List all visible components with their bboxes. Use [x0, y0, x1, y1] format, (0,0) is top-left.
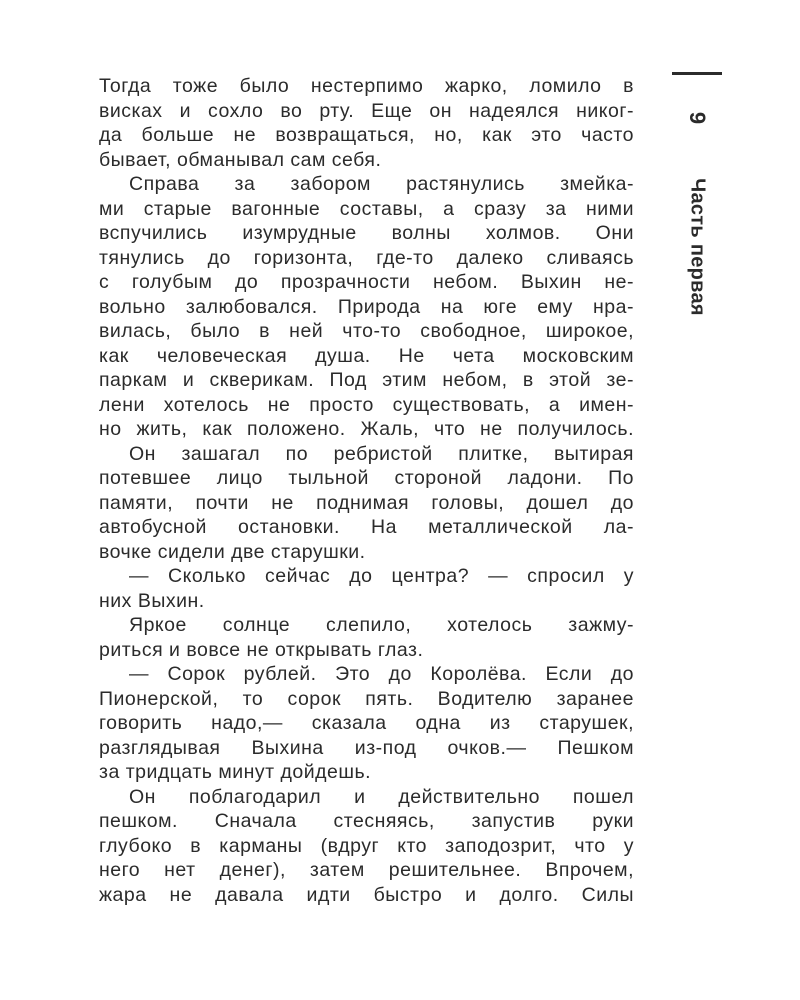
text-line: вольно залюбовался. Природа на юге ему нра-	[99, 295, 634, 318]
text-line: риться и вовсе не открывать глаз.	[99, 638, 424, 661]
text-line: Он поблагодарил и действительно пошел	[129, 785, 634, 808]
text-line: лени хотелось не просто существовать, а имен-	[99, 393, 634, 416]
text-line: за тридцать минут дойдешь.	[99, 761, 372, 783]
text-line: паркам и скверикам. Под этим небом, в этой зе-	[99, 369, 634, 391]
text-line: ми старые вагонные составы, а сразу за ними	[99, 197, 634, 220]
text-line: Тогда тоже было нестерпимо жарко, ломило в	[99, 75, 634, 97]
text-line: них Выхин.	[99, 589, 205, 612]
text-line: жара не давала идти быстро и долго. Силы	[99, 883, 634, 906]
text-line: с голубым до прозрачности небом. Выхин не-	[99, 271, 634, 293]
text-line: висках и сохло во рту. Еще он надеялся никог-	[99, 99, 634, 122]
text-line: — Сорок рублей. Это до Королёва. Если до	[129, 663, 634, 685]
text-line: него нет денег), затем решительнее. Впрочем,	[99, 859, 634, 881]
text-line: но жить, как положено. Жаль, что не получилось.	[99, 418, 634, 440]
text-line: пешком. Сначала стесняясь, запустив руки	[99, 810, 634, 832]
text-line: глубоко в карманы (вдруг кто заподозрит, что у	[99, 834, 634, 857]
body-text	[99, 74, 634, 907]
text-line: Он зашагал по ребристой плитке, вытирая	[129, 442, 634, 465]
text-line: — Сколько сейчас до центра? — спросил у	[129, 565, 634, 587]
text-line: разглядывая Выхина из-под очков.— Пешком	[99, 736, 634, 759]
text-line: говорить надо,— сказала одна из старушек,	[99, 712, 634, 734]
text-line: Яркое солнце слепило, хотелось зажму-	[129, 614, 634, 636]
text-line: Пионерской, то сорок пять. Водителю заранее	[99, 687, 634, 710]
text-line: вспучились изумрудные волны холмов. Они	[99, 222, 634, 244]
text-line: автобусной остановки. На металлической ла-	[99, 516, 634, 538]
chapter-title-text: Часть первая	[686, 178, 709, 316]
header-rule	[672, 72, 722, 75]
text-line: вилась, было в ней что-то свободное, широкое,	[99, 320, 634, 342]
text-line: тянулись до горизонта, где-то далеко сливаясь	[99, 246, 634, 269]
text-line: да больше не возвращаться, но, как это часто	[99, 124, 634, 146]
text-line: бывает, обманывал сам себя.	[99, 148, 382, 171]
text-line: памяти, почти не поднимая головы, дошел до	[99, 491, 634, 514]
text-line: вочке сидели две старушки.	[99, 540, 366, 563]
text-line: как человеческая душа. Не чета московским	[99, 344, 634, 367]
page-number-text: 9	[685, 111, 710, 125]
text-line: Справа за забором растянулись змейка-	[129, 173, 634, 195]
text-line: потевшее лицо тыльной стороной ладони. По	[99, 467, 634, 489]
